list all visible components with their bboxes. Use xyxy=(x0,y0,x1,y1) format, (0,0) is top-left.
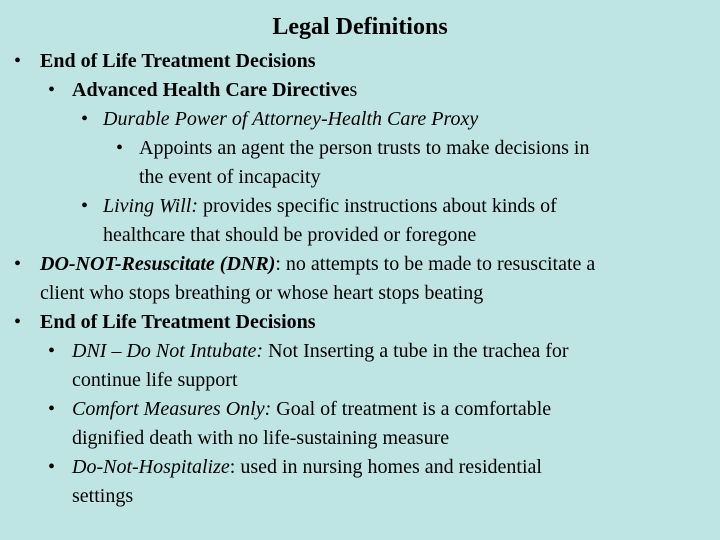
bullet-icon: • xyxy=(48,79,56,101)
item-text: End of Life Treatment Decisions xyxy=(40,311,316,333)
item-text-continued: healthcare that should be provided or foregone xyxy=(103,224,477,246)
list-item-do-not-hospitalize xyxy=(0,453,720,511)
item-term: DO-NOT-Resuscitate (DNR) xyxy=(40,253,276,275)
item-text: End of Life Treatment Decisions xyxy=(40,50,316,72)
item-text: provides specific instructions about kinds of xyxy=(198,195,557,217)
bullet-icon: • xyxy=(14,50,22,72)
list-item-appoints-agent xyxy=(0,134,720,192)
bullet-icon: • xyxy=(81,195,89,217)
item-text: Advanced Health Care Directive xyxy=(72,79,350,101)
bullet-icon: • xyxy=(14,311,22,333)
list-item-comfort-measures xyxy=(0,395,720,453)
item-text-continued: continue life support xyxy=(72,369,238,391)
list-item-living-will xyxy=(0,192,720,250)
item-text: Appoints an agent the person trusts to make decisions in xyxy=(139,137,590,159)
list-item-dnr xyxy=(0,250,720,308)
bullet-icon: • xyxy=(116,137,124,159)
bullet-icon: • xyxy=(48,340,56,362)
list-item-dni xyxy=(0,337,720,395)
list-item-end-of-life-2 xyxy=(0,308,720,337)
item-term: Do-Not-Hospitalize xyxy=(72,456,230,478)
list-item-advanced-directives xyxy=(0,76,720,105)
list-item-end-of-life-1 xyxy=(0,47,720,76)
item-text: : no attempts to be made to resuscitate a xyxy=(275,253,596,275)
item-text: : used in nursing homes and residential xyxy=(229,456,542,478)
item-text-suffix: s xyxy=(349,79,358,101)
item-text-continued: client who stops breathing or whose heart stops beating xyxy=(40,282,484,304)
bullet-icon: • xyxy=(48,398,56,420)
bullet-list xyxy=(0,47,720,511)
item-text: Durable Power of Attorney-Health Care Proxy xyxy=(103,108,479,130)
item-term: Comfort Measures Only: xyxy=(72,398,272,420)
bullet-icon: • xyxy=(81,108,89,130)
item-text-continued: the event of incapacity xyxy=(139,166,321,188)
bullet-icon: • xyxy=(48,456,56,478)
item-text: Not Inserting a tube in the trachea for xyxy=(263,340,569,362)
item-text-continued: settings xyxy=(72,485,134,507)
item-term: DNI – Do Not Intubate: xyxy=(72,340,264,362)
item-text-continued: dignified death with no life-sustaining measure xyxy=(72,427,450,449)
bullet-icon: • xyxy=(14,253,22,275)
slide-title: Legal Definitions xyxy=(272,14,448,40)
item-text: Goal of treatment is a comfortable xyxy=(271,398,552,420)
item-term: Living Will: xyxy=(103,195,198,217)
list-item-durable-power xyxy=(0,105,720,134)
